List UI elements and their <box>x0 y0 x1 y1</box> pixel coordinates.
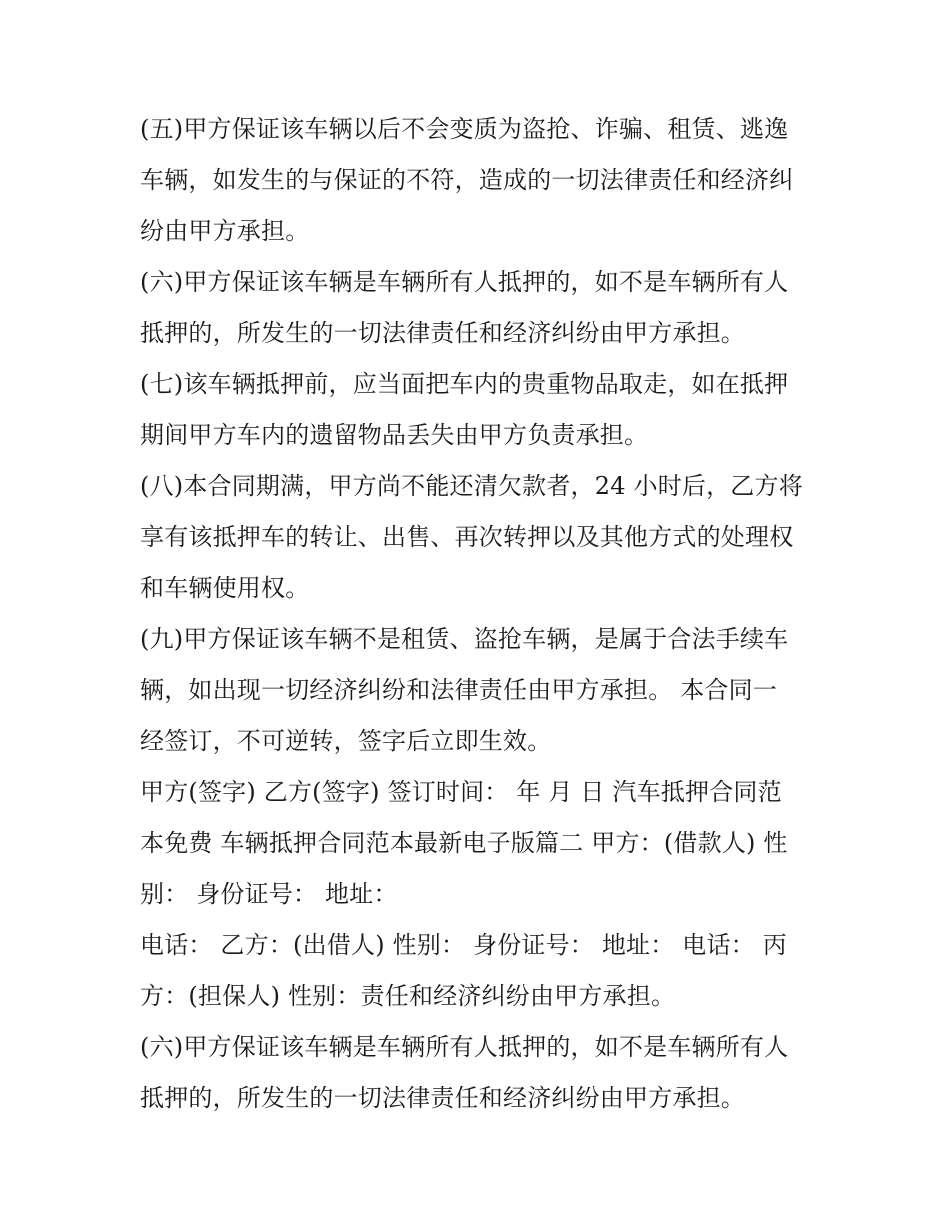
text-line: 本免费 车辆抵押合同范本最新电子版篇二 甲方：(借款人) 性 <box>140 829 788 857</box>
text-line: (六)甲方保证该车辆是车辆所有人抵押的，如不是车辆所有人 <box>140 1033 789 1061</box>
text-line: 抵押的，所发生的一切法律责任和经济纠纷由甲方承担。 <box>140 319 745 347</box>
text-line: 抵押的，所发生的一切法律责任和经济纠纷由甲方承担。 <box>140 1084 745 1112</box>
text-line: (九)甲方保证该车辆不是租赁、盗抢车辆，是属于合法手续车 <box>140 625 789 653</box>
text-line: 辆，如出现一切经济纠纷和法律责任由甲方承担。 本合同一 <box>140 676 778 704</box>
text-line: 享有该抵押车的转让、出售、再次转押以及其他方式的处理权 <box>140 523 794 551</box>
document-body <box>140 104 820 1124</box>
text-line: 经签订，不可逆转，签字后立即生效。 <box>140 727 552 755</box>
text-line: 纷由甲方承担。 <box>140 217 310 245</box>
text-line: 别： 身份证号： 地址： <box>140 880 398 908</box>
text-line: 期间甲方车内的遗留物品丢失由甲方负责承担。 <box>140 421 649 449</box>
text-line: 车辆，如发生的与保证的不符，造成的一切法律责任和经济纠 <box>140 166 794 194</box>
text-line: 甲方(签字) 乙方(签字) 签订时间： 年 月 日 汽车抵押合同范 <box>140 778 782 806</box>
text-line: 和车辆使用权。 <box>140 574 310 602</box>
text-line: (六)甲方保证该车辆是车辆所有人抵押的，如不是车辆所有人 <box>140 268 789 296</box>
text-line: 电话： 乙方：(出借人) 性别： 身份证号： 地址： 电话： 丙 <box>140 931 787 959</box>
text-line: (八)本合同期满，甲方尚不能还清欠款者，24 小时后，乙方将 <box>140 472 803 500</box>
text-line: 方：(担保人) 性别：责任和经济纠纷由甲方承担。 <box>140 982 676 1010</box>
text-line: (五)甲方保证该车辆以后不会变质为盗抢、诈骗、租赁、逃逸 <box>140 115 789 143</box>
text-line: (七)该车辆抵押前，应当面把车内的贵重物品取走，如在抵押 <box>140 370 789 398</box>
